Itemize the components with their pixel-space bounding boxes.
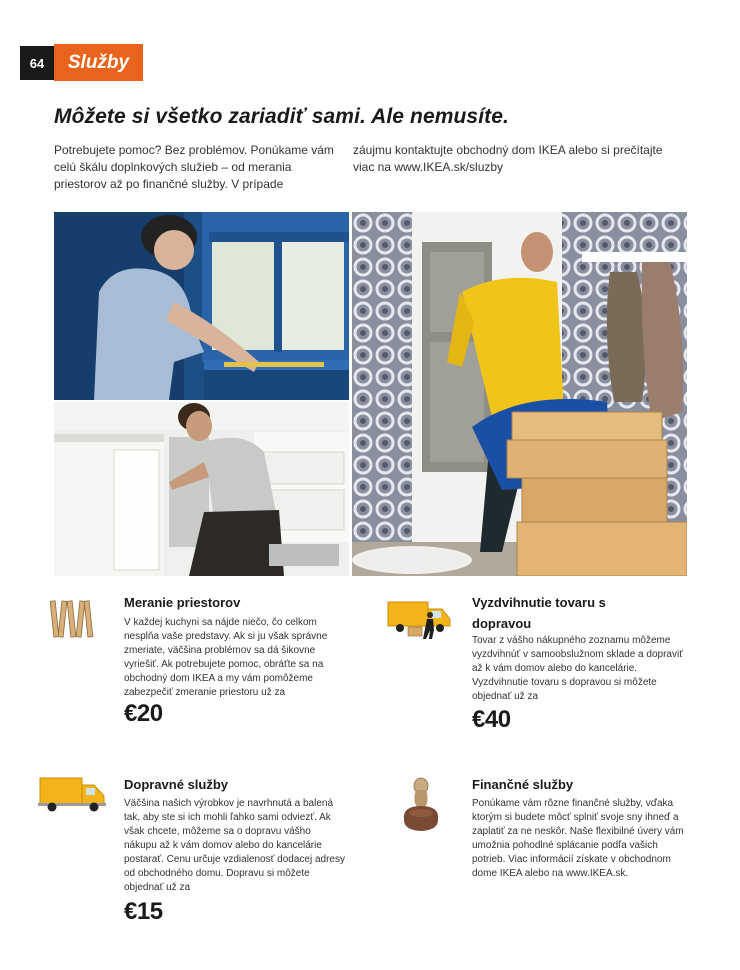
service-text-finance: Ponúkame vám rôzne finančné služby, vďaka ktorým si budete môcť splniť svoje sny ihneď a zaplatiť za ne neskôr. Naše flexibilné úvery vám umožnia pohodlné splácanie podľa vašich potrieb. Viac informácií získate v obchodnom dome IKEA alebo na www.IKEA.sk. xyxy=(472,798,684,879)
service-title-finance: Finančné služby xyxy=(472,777,574,792)
photo-kitchen-assembly xyxy=(54,402,349,576)
service-text-transport: Väčšina našich výrobkov je navrhnutá a balená tak, aby ste si ich mohli ľahko sami odviezť. Ak však chcete, môžeme sa o dopravu vášho nákupu až k vám domov alebo do kancelárie postarať. Cenu určuje vzdialenosť dodacej adresy od obchodného domu. Dopravu si môžete objednať už za xyxy=(124,798,345,893)
service-price-measuring: €20 xyxy=(124,700,163,727)
intro-text-right: záujmu kontaktujte obchodný dom IKEA alebo si prečítajte viac na www.IKEA.sk/sluzby xyxy=(353,143,663,174)
photo-delivery-boxes xyxy=(352,212,687,576)
service-title-transport: Dopravné služby xyxy=(124,777,229,792)
service-title-measuring: Meranie priestorov xyxy=(124,595,241,610)
service-text-pickup: Tovar z vášho nákupného zoznamu môžeme vyzdvihnúť v samoobslužnom sklade a dopraviť až k vám domov alebo do kancelárie. Vyzdvihnutie tovaru s dopravou si môžete objednať už za xyxy=(472,635,683,702)
piggy-bank-icon xyxy=(398,776,444,834)
photo-measuring-window xyxy=(54,212,349,400)
service-text-measuring: V každej kuchyni sa nájde niečo, čo celkom nesplňa vaše predstavy. Ak si ju však správne zmeriate, väčšina problémov sa dá šikovne vyriešiť. Ak potrebujete pomoc, obráťte sa na obchodný dom IKEA a my vám pomôžeme zabezpečiť zmeranie priestoru už za xyxy=(124,617,328,698)
page-headline: Môžete si všetko zariadiť sami. Ale nemusíte. xyxy=(54,105,509,128)
section-tab: Služby xyxy=(54,44,143,81)
delivery-truck-with-courier-icon xyxy=(386,597,456,641)
service-price-transport: €15 xyxy=(124,898,163,925)
delivery-truck-icon xyxy=(38,776,106,812)
intro-text-left: Potrebujete pomoc? Bez problémov. Ponúkame vám celú škálu doplnkových služieb – od merania priestorov až po finančné služby. V prípade xyxy=(54,143,334,191)
page-number: 64 xyxy=(20,46,54,80)
folding-ruler-icon xyxy=(50,597,94,641)
service-title-pickup: Vyzdvihnutie tovaru s dopravou xyxy=(472,595,606,631)
service-price-pickup: €40 xyxy=(472,706,511,733)
